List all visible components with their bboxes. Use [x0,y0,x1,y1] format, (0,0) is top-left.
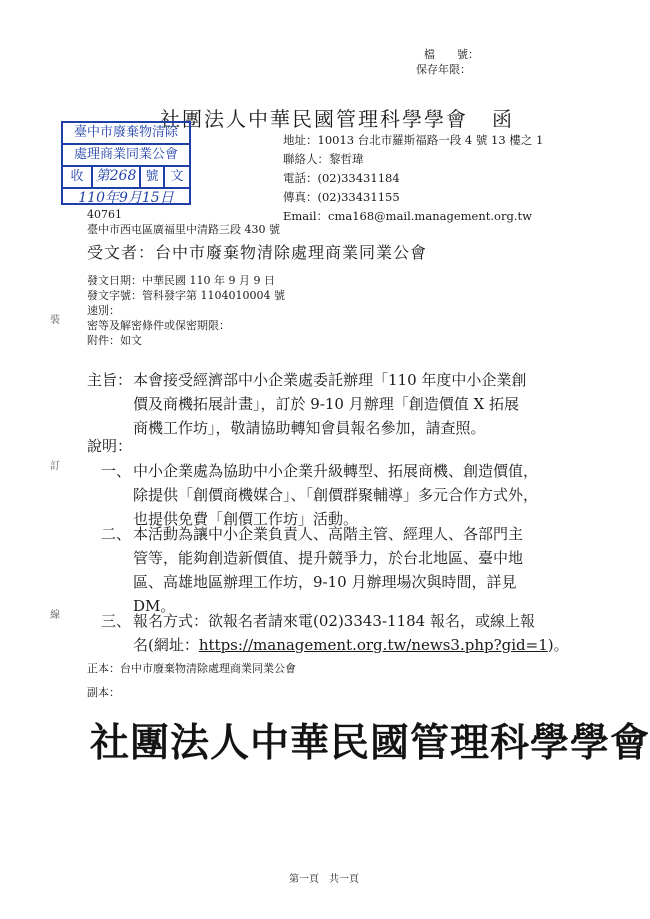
main-recipient: 正本：台中市廢棄物清除處理商業同業公會 [87,662,296,675]
item-line: 報名方式：欲報名者請來電(02)3343-1184 報名，或線上報 [133,612,535,630]
binding-mark: 訂 [50,461,60,472]
item-line: 區、高雄地區辦理工作坊，9-10 月辦理場次與時間，詳見 [133,573,517,591]
recipient-zip: 40761 [87,208,122,221]
stamp-recv-number: 第268 [93,167,141,187]
carbon-copy: 副本： [87,686,120,699]
subject-text [133,368,593,440]
recipient-line: 受文者：台中市廢棄物清除處理商業同業公會 [87,243,428,262]
contact-phone: 電話：(02)33431184 [283,171,400,185]
document-title [160,103,514,132]
subject-line: 商機工作坊」，敬請協助轉知會員報名參加，請查照。 [133,419,486,437]
contact-email: Email：cma168@mail.management.org.tw [283,209,532,223]
item-number: 二、 [101,525,132,543]
item-line: 也提供免費「創價工作坊」活動。 [133,510,359,528]
stamp-recv-label: 收 [63,167,93,187]
received-stamp [61,121,191,205]
item-line-prefix: 名(網址： [133,636,199,654]
item-number: 三、 [101,612,132,630]
stamp-date: 110年9月15日 [78,190,174,206]
binding-mark: 裝 [50,315,60,326]
organization-seal-signature: 社團法人中華民國管理科學學會 [90,721,650,766]
document-kind: 函 [492,107,514,131]
meta-block [87,273,285,348]
item-line: 管等，能夠創造新價值、提升競爭力，於台北地區、臺中地 [133,549,524,567]
item-line: 本活動為讓中小企業負責人、高階主管、經理人、各部門主 [133,525,524,543]
stamp-recv-kind: 文 [170,169,184,184]
stamp-org-line1: 臺中市廢棄物清除 [63,123,189,145]
issuing-organization: 社團法人中華民國管理科學學會 [160,107,468,131]
contact-address: 地址：10013 台北市羅斯福路一段 4 號 13 樓之 1 [283,133,544,147]
stamp-recv-suffix: 號 [141,167,165,187]
page-footer: 第一頁 共一頁 [289,874,359,885]
contact-person: 聯絡人：黎哲瑋 [283,152,364,166]
binding-mark: 線 [50,610,60,621]
item-line-suffix: )。 [547,636,569,654]
subject-line: 價及商機拓展計畫」，訂於 9-10 月辦理「創造價值 X 拓展 [133,395,519,413]
contact-fax: 傳真：(02)33431155 [283,190,400,204]
recipient-address: 臺中市西屯區廣福里中清路三段 430 號 [87,223,280,236]
item-line: DM。 [133,597,176,615]
item-line [133,633,603,657]
retention-period-label: 保存年限： [416,63,471,76]
explanation-item-3 [133,609,603,657]
item-number: 一、 [101,462,132,480]
secrecy-level: 密等及解密條件或保密期限： [87,319,230,332]
file-number-label: 檔 號： [424,48,479,61]
speed-class: 速別： [87,304,120,317]
subject-line: 本會接受經濟部中小企業處委託辦理「110 年度中小企業創 [133,371,527,389]
stamp-org-line2: 處理商業同業公會 [63,145,189,167]
explanation-label: 說明： [87,437,133,455]
registration-link[interactable]: https://management.org.tw/news3.php?gid=1 [198,636,548,654]
explanation-item-2 [133,522,593,618]
attachment: 附件：如文 [87,334,142,347]
subject-label: 主旨： [87,371,133,389]
document-number: 發文字號：管科發字第 1104010004 號 [87,289,285,302]
contact-block [283,131,543,226]
issue-date: 發文日期：中華民國 110 年 9 月 9 日 [87,274,275,287]
item-line: 除提供「創價商機媒合」、「創價群聚輔導」多元合作方式外， [133,486,539,504]
stamp-receipt-number-row [63,167,189,189]
explanation-item-1 [133,459,593,531]
item-line: 中小企業處為協助中小企業升級轉型、拓展商機、創造價值， [133,462,539,480]
